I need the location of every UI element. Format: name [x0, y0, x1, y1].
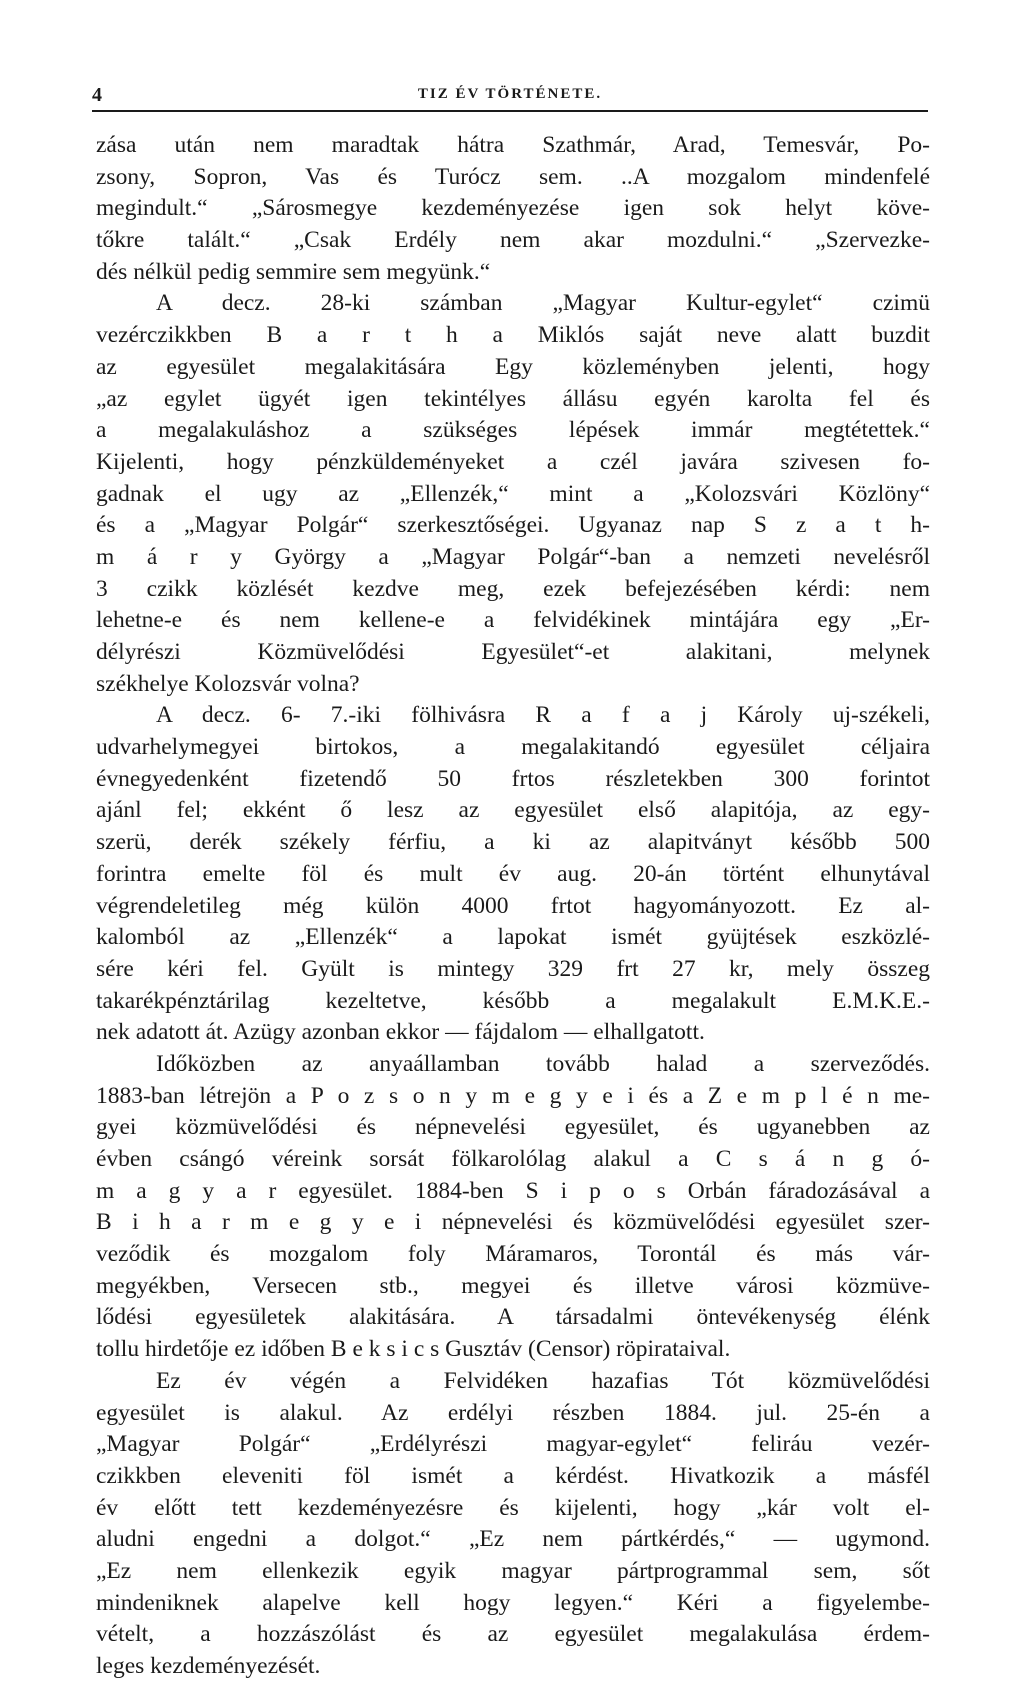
- text-line: kalomból az „Ellenzék“ a lapokat ismét gyüjtések eszközlé-: [96, 924, 930, 951]
- text-line: sére kéri fel. Gyült is mintegy 329 frt 27 kr, mely összeg: [96, 955, 930, 982]
- text-line: m a g y a r egyesület. 1884-ben S i p o s Orbán fáradozásával a: [96, 1177, 930, 1204]
- text-line: végrendeletileg még külön 4000 frtot hagyományozott. Ez al-: [96, 892, 930, 919]
- text-line: ajánl fel; ekként ő lesz az egyesület első alapitója, az egy-: [96, 797, 930, 824]
- text-line: vezérczikkben B a r t h a Miklós saját neve alatt buzdit: [96, 322, 930, 349]
- text-line: délyrészi Közmüvelődési Egyesület“-et alakitani, melynek: [96, 639, 930, 665]
- text-line: 3 czikk közlését kezdve meg, ezek befejezésében kérdi: nem: [96, 575, 930, 602]
- body-text: [96, 130, 930, 1683]
- text-line: veződik és mozgalom foly Máramaros, Torontál és más vár-: [96, 1241, 930, 1268]
- text-line: vételt, a hozzászólást és az egyesület megalakulása érdem-: [96, 1621, 930, 1648]
- text-line: zása után nem maradtak hátra Szathmár, Arad, Temesvár, Po-: [96, 132, 930, 158]
- text-line: megyékben, Versecen stb., megyei és illetve városi közmüve-: [96, 1272, 930, 1299]
- text-line: székhelye Kolozsvár volna?: [96, 670, 360, 697]
- text-line: A decz. 28-ki számban „Magyar Kultur-egylet“ czimü: [156, 290, 930, 317]
- text-line: m á r y György a „Magyar Polgár“-ban a nemzeti nevelésről: [96, 543, 930, 570]
- text-line: A decz. 6- 7.-iki fölhivásra R a f a j Károly uj-székeli,: [156, 702, 930, 729]
- text-line: forintra emelte föl és mult év aug. 20-án történt elhunytával: [96, 860, 930, 887]
- text-line: az egyesület megalakitására Egy közleményben jelenti, hogy: [96, 353, 930, 380]
- text-line: leges kezdeményezését.: [96, 1653, 321, 1679]
- text-line: „Magyar Polgár“ „Erdélyrészi magyar-egylet“ feliráu vezér-: [96, 1431, 930, 1458]
- text-line: és a „Magyar Polgár“ szerkesztőségei. Ugyanaz nap S z a t h-: [96, 512, 930, 539]
- text-line: egyesület is alakul. Az erdélyi részben 1884. jul. 25-én a: [96, 1399, 930, 1426]
- running-title: TIZ ÉV TÖRTÉNETE.: [417, 86, 603, 102]
- text-line: czikkben eleveniti föl ismét a kérdést. Hivatkozik a másfél: [96, 1462, 930, 1489]
- text-line: nek adatott át. Azügy azonban ekkor — fájdalom — elhallgatott.: [96, 1019, 705, 1046]
- text-line: Kijelenti, hogy pénzküldeményeket a czél javára szivesen fo-: [96, 448, 930, 475]
- text-line: megindult.“ „Sárosmegye kezdeményezése igen sok helyt köve-: [96, 195, 930, 222]
- text-line: 1883-ban létrejön a P o z s o n y m e g y e i és a Z e m p l é n me-: [96, 1082, 930, 1109]
- text-line: Időközben az anyaállamban tovább halad a szerveződés.: [156, 1050, 930, 1077]
- text-line: lődési egyesületek alakitására. A társadalmi öntevékenység élénk: [96, 1304, 930, 1331]
- text-line: gadnak el ugy az „Ellenzék,“ mint a „Kolozsvári Közlöny“: [96, 480, 930, 507]
- text-line: évben csángó véreink sorsát fölkarolólag alakul a C s á n g ó-: [96, 1146, 930, 1172]
- page-header: [92, 84, 928, 112]
- text-line: zsony, Sopron, Vas és Turócz sem. ..A mozgalom mindenfelé: [96, 163, 930, 190]
- text-line: lehetne-e és nem kellene-e a felvidékinek mintájára egy „Er-: [96, 607, 930, 634]
- text-line: tőkre talált.“ „Csak Erdély nem akar mozdulni.“ „Szervezke-: [96, 227, 930, 254]
- text-line: szerü, derék székely férfiu, a ki az alapitványt később 500: [96, 829, 930, 856]
- text-line: B i h a r m e g y e i népnevelési és közmüvelődési egyesület szer-: [96, 1209, 930, 1236]
- text-line: a megalakuláshoz a szükséges lépések immár megtétettek.“: [96, 417, 930, 444]
- text-line: évnegyedenként fizetendő 50 frtos részletekben 300 forintot: [96, 765, 930, 792]
- text-line: „Ez nem ellenkezik egyik magyar pártprogrammal sem, sőt: [96, 1557, 930, 1584]
- text-line: „az egylet ügyét igen tekintélyes állásu egyén karolta fel és: [96, 385, 930, 412]
- text-line: tollu hirdetője ez időben B e k s i c s Gusztáv (Censor) röpirataival.: [96, 1336, 731, 1363]
- text-line: dés nélkül pedig semmire sem megyünk.“: [96, 258, 491, 285]
- text-line: év előtt tett kezdeményezésre és kijelenti, hogy „kár volt el-: [96, 1494, 930, 1521]
- text-line: Ez év végén a Felvidéken hazafias Tót közmüvelődési: [156, 1367, 930, 1394]
- text-line: aludni engedni a dolgot.“ „Ez nem pártkérdés,“ — ugymond.: [96, 1526, 930, 1553]
- text-line: takarékpénztárilag kezeltetve, később a megalakult E.M.K.E.-: [96, 987, 930, 1014]
- text-line: udvarhelymegyei birtokos, a megalakitandó egyesület céljaira: [96, 734, 930, 761]
- page-number: 4: [92, 84, 102, 106]
- text-line: gyei közmüvelődési és népnevelési egyesület, és ugyanebben az: [96, 1114, 930, 1141]
- text-line: mindeniknek alapelve kell hogy legyen.“ Kéri a figyelembe-: [96, 1589, 930, 1616]
